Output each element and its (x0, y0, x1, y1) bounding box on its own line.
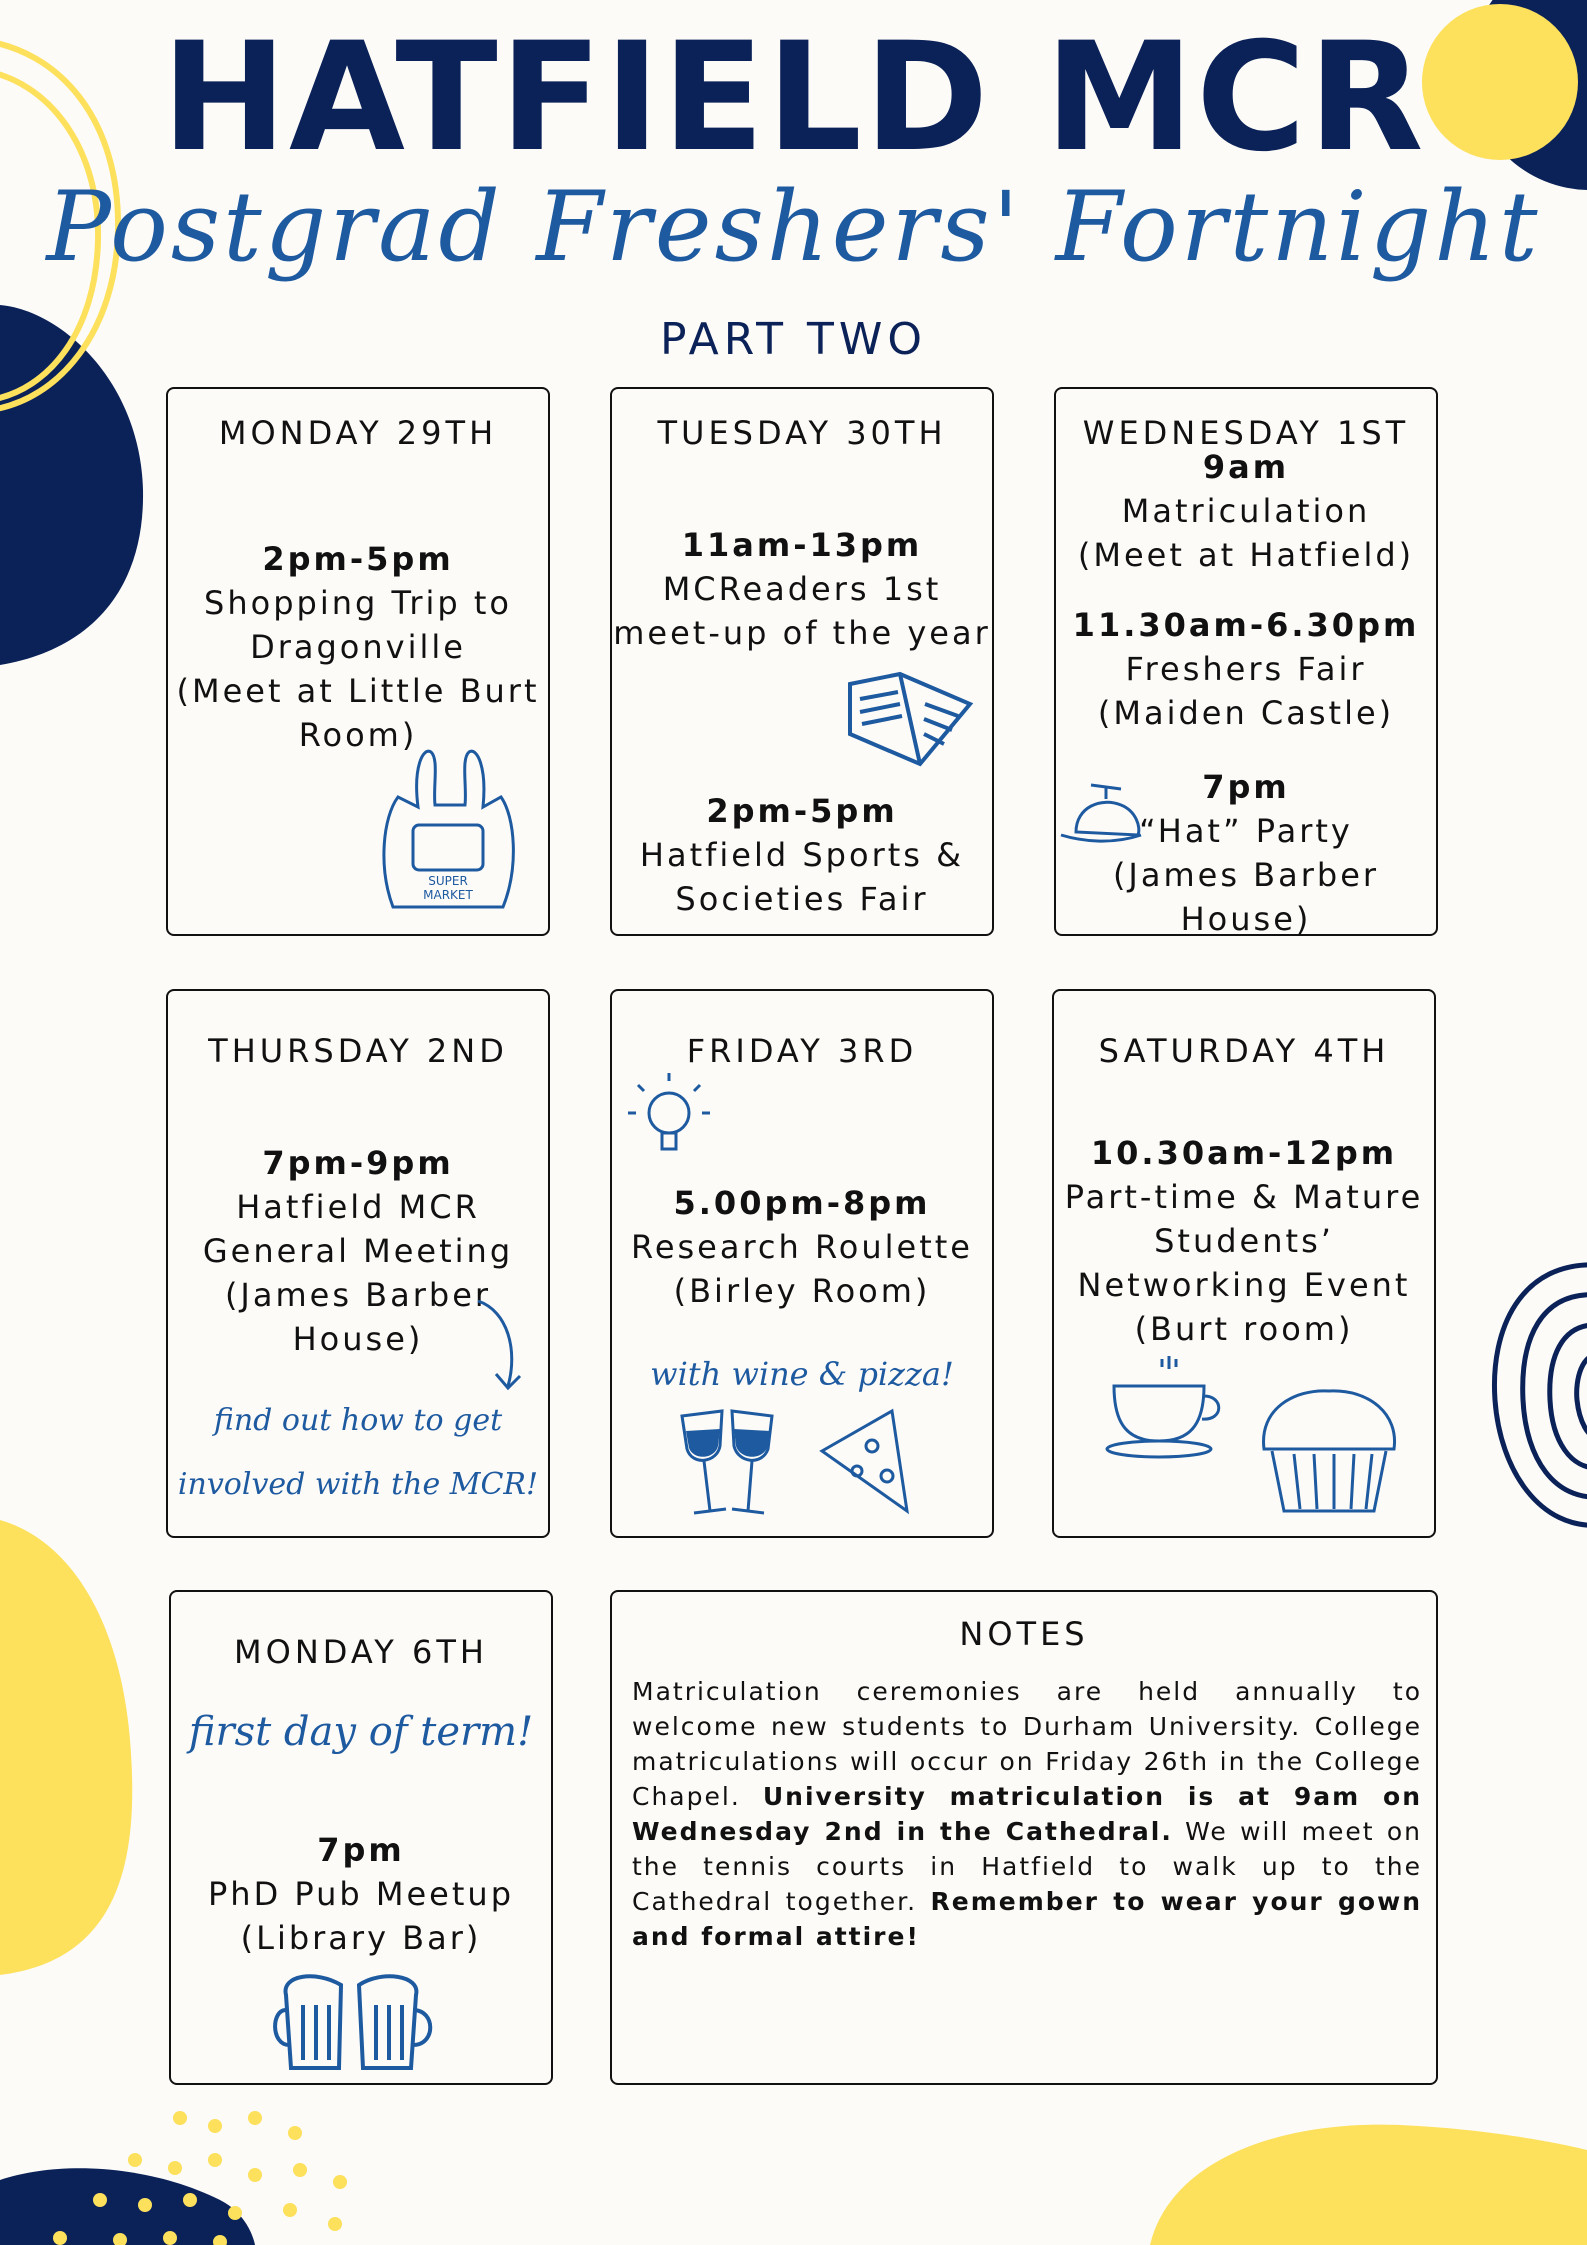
lightbulb-icon (624, 1071, 714, 1171)
bag-label: MARKET (423, 888, 473, 902)
notes-emphasis: University matriculation is at 9am on Wednesday 2nd in the Cathedral. (632, 1782, 1422, 1846)
event-text: Matriculation (Meet at Hatfield) (1077, 492, 1415, 574)
beer-mugs-icon (271, 1960, 441, 2075)
event (1054, 1131, 1434, 1351)
day-card-monday-29 (166, 387, 550, 936)
event-time: 11am-13pm (681, 526, 923, 564)
event (1056, 445, 1436, 577)
event-time: 9am (1202, 448, 1290, 486)
page-title: HATFIELD MCR (161, 11, 1426, 185)
day-card-friday-3 (610, 989, 994, 1538)
event-text: Hatfield MCR General Meeting (James Barber House) (202, 1188, 514, 1358)
script-note: first day of term! (188, 1709, 534, 1755)
event-text: Freshers Fair (Maiden Castle) (1097, 650, 1395, 732)
notes-text: Matriculation ceremonies are held annually to welcome new students to Durham University. College matriculations will occur on Friday 26th in the College Chapel. (632, 1677, 1422, 1811)
part-label: PART TWO (659, 314, 928, 365)
day-heading: MONDAY 29TH (218, 414, 498, 452)
day-card-thursday-2 (166, 989, 550, 1538)
event (612, 789, 992, 921)
event-time: 11.30am-6.30pm (1072, 606, 1420, 644)
day-card-tuesday-30 (610, 387, 994, 936)
day-heading: WEDNESDAY 1ST (1082, 414, 1410, 452)
open-book-icon (840, 664, 980, 774)
script-note: find out how to get (213, 1403, 503, 1438)
event-text: “Hat” Party (James Barber House) (1112, 812, 1380, 938)
event (1056, 603, 1436, 735)
day-card-wednesday-1 (1054, 387, 1438, 936)
event-time: 2pm-5pm (262, 540, 454, 578)
notes-card (610, 1590, 1438, 2085)
navy-rings-right (1494, 1265, 1587, 1526)
event (168, 537, 548, 757)
notes-text: We will meet on the tennis courts in Hatfield to walk up to the Cathedral together. (632, 1817, 1422, 1916)
event (171, 1828, 551, 1960)
event-text: Research Roulette (Birley Room) (631, 1228, 973, 1310)
muffin-icon (1254, 1379, 1404, 1519)
event-text: MCReaders 1st meet-up of the year (613, 570, 991, 652)
event-time: 7pm (1202, 768, 1290, 806)
page-subtitle: Postgrad Freshers' Fortnight (46, 171, 1541, 283)
event-text: PhD Pub Meetup (Library Bar) (207, 1875, 514, 1957)
bag-label: SUPER (428, 874, 468, 888)
yellow-blob-bottom-right (1150, 2125, 1587, 2245)
yellow-blob-left (0, 1520, 132, 1975)
day-card-saturday-4 (1052, 989, 1436, 1538)
event-time: 2pm-5pm (706, 792, 898, 830)
shopping-bag-icon (373, 747, 523, 917)
event-time: 5.00pm-8pm (673, 1184, 931, 1222)
notes-heading: NOTES (959, 1615, 1089, 1653)
day-heading: TUESDAY 30TH (657, 414, 947, 452)
event (612, 523, 992, 655)
day-heading: SATURDAY 4TH (1098, 1032, 1390, 1070)
event (1056, 765, 1436, 941)
wine-glasses-icon (672, 1401, 792, 1526)
event-time: 7pm-9pm (262, 1144, 454, 1182)
notes-body (632, 1674, 1422, 1954)
event-text: Hatfield Sports & Societies Fair (639, 836, 965, 918)
event-text: Part-time & Mature Students’ Networking Event (Burt room) (1064, 1178, 1424, 1348)
event-time: 7pm (317, 1831, 405, 1869)
day-card-monday-6 (169, 1590, 553, 2085)
event-time: 10.30am-12pm (1090, 1134, 1398, 1172)
script-note: with wine & pizza! (650, 1355, 954, 1393)
script-note: involved with the MCR! (177, 1467, 539, 1502)
day-heading: FRIDAY 3RD (686, 1032, 918, 1070)
day-heading: THURSDAY 2ND (208, 1032, 508, 1070)
notes-emphasis: Remember to wear your gown and formal attire! (632, 1887, 1422, 1951)
event (612, 1181, 992, 1313)
event-text: Shopping Trip to Dragonville (Meet at Little Burt Room) (176, 584, 540, 754)
curved-arrow-icon (468, 1296, 528, 1396)
pizza-slice-icon (812, 1401, 922, 1516)
navy-blob-bottom-left (0, 2168, 255, 2245)
day-heading: MONDAY 6TH (234, 1633, 488, 1671)
coffee-cup-icon (1104, 1351, 1234, 1461)
